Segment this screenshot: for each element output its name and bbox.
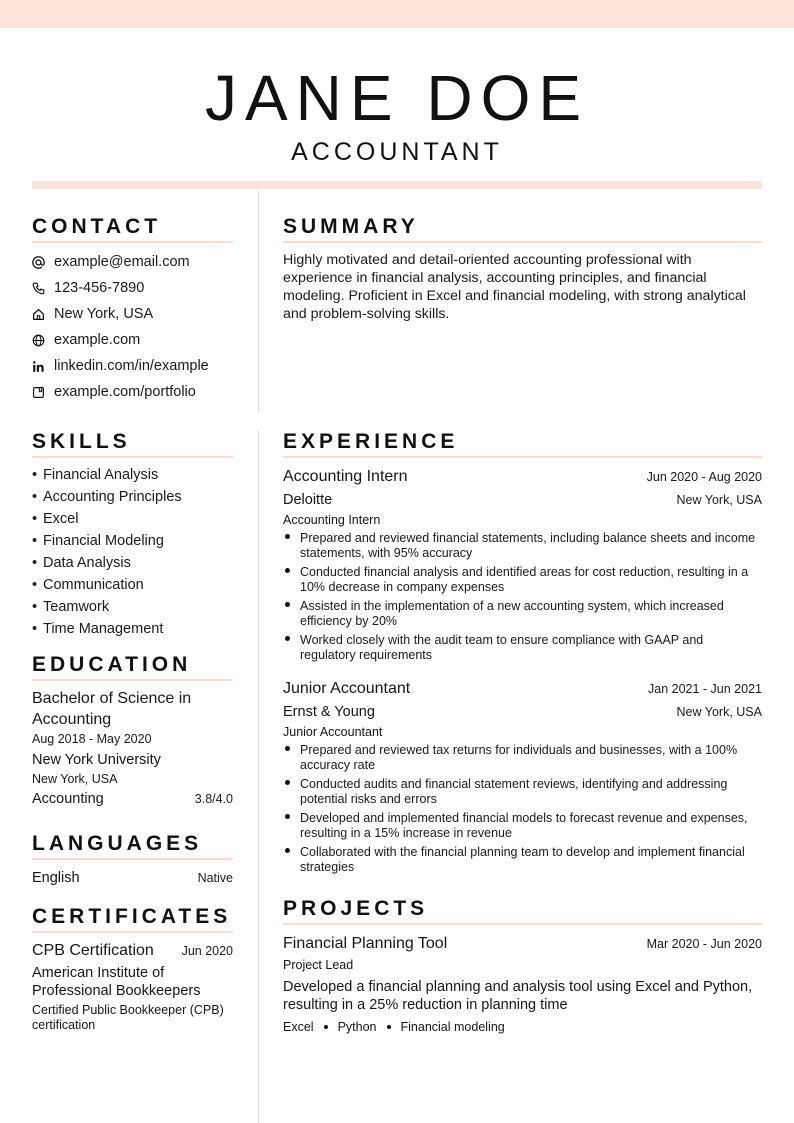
summary-title: SUMMARY <box>283 214 762 243</box>
list-item: • Accounting Principles <box>32 489 182 505</box>
list-item: Prepared and reviewed financial statements, including balance sheets and income statements, with 95% accuracy <box>283 531 762 561</box>
education-location: New York, USA <box>32 772 118 786</box>
certificates-section <box>32 904 233 1033</box>
project-entry <box>283 932 762 1035</box>
list-item: • Data Analysis <box>32 555 131 571</box>
job-location: New York, USA <box>676 705 762 719</box>
job-entry <box>283 677 762 875</box>
candidate-name: JANE DOE <box>204 62 590 134</box>
contact-location-text: New York, USA <box>54 306 154 322</box>
at-icon <box>32 253 54 271</box>
contact-website-text: example.com <box>54 332 141 348</box>
project-name: Financial Planning Tool <box>283 935 448 952</box>
list-item: • Communication <box>32 577 144 593</box>
tag-separator-dot <box>324 1025 328 1029</box>
certificate-description: Certified Public Bookkeeper (CPB) certification <box>32 1003 224 1032</box>
languages-title: LANGUAGES <box>32 831 233 860</box>
contact-title: CONTACT <box>32 214 233 243</box>
project-tag: Excel <box>283 1020 314 1034</box>
list-item: Collaborated with the financial planning team to develop and implement financial strategies <box>283 845 762 875</box>
list-item: • Excel <box>32 511 79 527</box>
linkedin-icon <box>32 357 54 375</box>
job-role: Junior Accountant <box>283 725 383 739</box>
experience-title: EXPERIENCE <box>283 429 762 458</box>
list-item: Developed and implemented financial models to forecast revenue and expenses, resulting in a 15% increase in revenue <box>283 811 762 841</box>
project-dates: Mar 2020 - Jun 2020 <box>646 937 762 951</box>
job-bullets <box>283 743 762 875</box>
certificate-issuer: American Institute of Professional Bookkeepers <box>32 965 201 999</box>
job-role: Accounting Intern <box>283 513 381 527</box>
contact-linkedin[interactable] <box>32 353 233 379</box>
list-item: Conducted financial analysis and identified areas for cost reduction, resulting in a 10% decrease in company expenses <box>283 565 762 595</box>
candidate-role: ACCOUNTANT <box>291 138 503 166</box>
job-bullets <box>283 531 762 663</box>
job-title: Accounting Intern <box>283 468 408 485</box>
language-name: English <box>32 870 80 886</box>
skills-list <box>32 464 233 640</box>
header-divider <box>32 181 762 189</box>
contact-email[interactable] <box>32 249 233 275</box>
contact-portfolio-text: example.com/portfolio <box>54 384 196 400</box>
job-dates: Jan 2021 - Jun 2021 <box>648 682 762 696</box>
project-description: Developed a financial planning and analysis tool using Excel and Python, resulting in a 25% reduction in planning time <box>283 979 753 1013</box>
education-degree: Bachelor of Science in Accounting <box>32 690 192 728</box>
language-level: Native <box>197 871 233 885</box>
column-divider-top <box>258 190 259 412</box>
job-company: Ernst & Young <box>283 704 375 720</box>
contact-section <box>32 214 233 405</box>
certificate-row <box>32 940 233 962</box>
list-item: • Teamwork <box>32 599 110 615</box>
contact-list <box>32 249 233 405</box>
portfolio-icon <box>32 383 54 401</box>
job-title: Junior Accountant <box>283 680 411 697</box>
contact-website[interactable] <box>32 327 233 353</box>
project-tag: Financial modeling <box>400 1020 505 1034</box>
contact-portfolio[interactable] <box>32 379 233 405</box>
column-divider-bottom <box>258 430 259 1123</box>
contact-location <box>32 301 233 327</box>
projects-section <box>283 896 762 1035</box>
certificate-date: Jun 2020 <box>181 944 233 958</box>
list-item: • Financial Analysis <box>32 467 159 483</box>
list-item: • Financial Modeling <box>32 533 164 549</box>
job-location: New York, USA <box>676 493 762 507</box>
contact-email-text: example@email.com <box>54 254 190 270</box>
education-field: Accounting <box>32 791 104 807</box>
education-title: EDUCATION <box>32 652 233 681</box>
job-company: Deloitte <box>283 492 333 508</box>
skills-title: SKILLS <box>32 429 233 458</box>
education-field-row <box>32 788 233 810</box>
project-tag: Python <box>337 1020 377 1034</box>
certificate-name: CPB Certification <box>32 942 154 959</box>
project-role: Project Lead <box>283 958 354 972</box>
projects-title: PROJECTS <box>283 896 762 925</box>
certificates-title: CERTIFICATES <box>32 904 233 933</box>
list-item: Worked closely with the audit team to ensure compliance with GAAP and regulatory requirements <box>283 633 762 663</box>
phone-icon <box>32 279 54 297</box>
summary-text: Highly motivated and detail-oriented accounting professional with experience in financial analysis, accounting principles, and financial modeling. Proficient in Excel and financial modeling, with strong analytical and problem-solving skills. <box>283 252 746 322</box>
contact-phone[interactable] <box>32 275 233 301</box>
tag-separator-dot <box>387 1025 391 1029</box>
list-item: Assisted in the implementation of a new accounting system, which increased efficiency by 20% <box>283 599 762 629</box>
contact-linkedin-text: linkedin.com/in/example <box>54 358 209 374</box>
language-row <box>32 867 233 889</box>
job-entry <box>283 465 762 663</box>
languages-section <box>32 831 233 889</box>
education-gpa: 3.8/4.0 <box>194 792 233 806</box>
project-tags <box>283 1019 762 1035</box>
globe-icon <box>32 331 54 349</box>
job-dates: Jun 2020 - Aug 2020 <box>646 470 762 484</box>
experience-section <box>283 429 762 879</box>
top-accent-band <box>0 0 794 28</box>
education-section <box>32 652 233 810</box>
summary-section <box>283 214 762 323</box>
home-icon <box>32 305 54 323</box>
education-school: New York University <box>32 752 161 768</box>
list-item: • Time Management <box>32 621 164 637</box>
skills-section <box>32 429 233 640</box>
contact-phone-text: 123-456-7890 <box>54 280 145 296</box>
education-dates: Aug 2018 - May 2020 <box>32 732 152 746</box>
list-item: Conducted audits and financial statement reviews, identifying and addressing potential risks and errors <box>283 777 762 807</box>
list-item: Prepared and reviewed tax returns for individuals and businesses, with a 100% accuracy rate <box>283 743 762 773</box>
